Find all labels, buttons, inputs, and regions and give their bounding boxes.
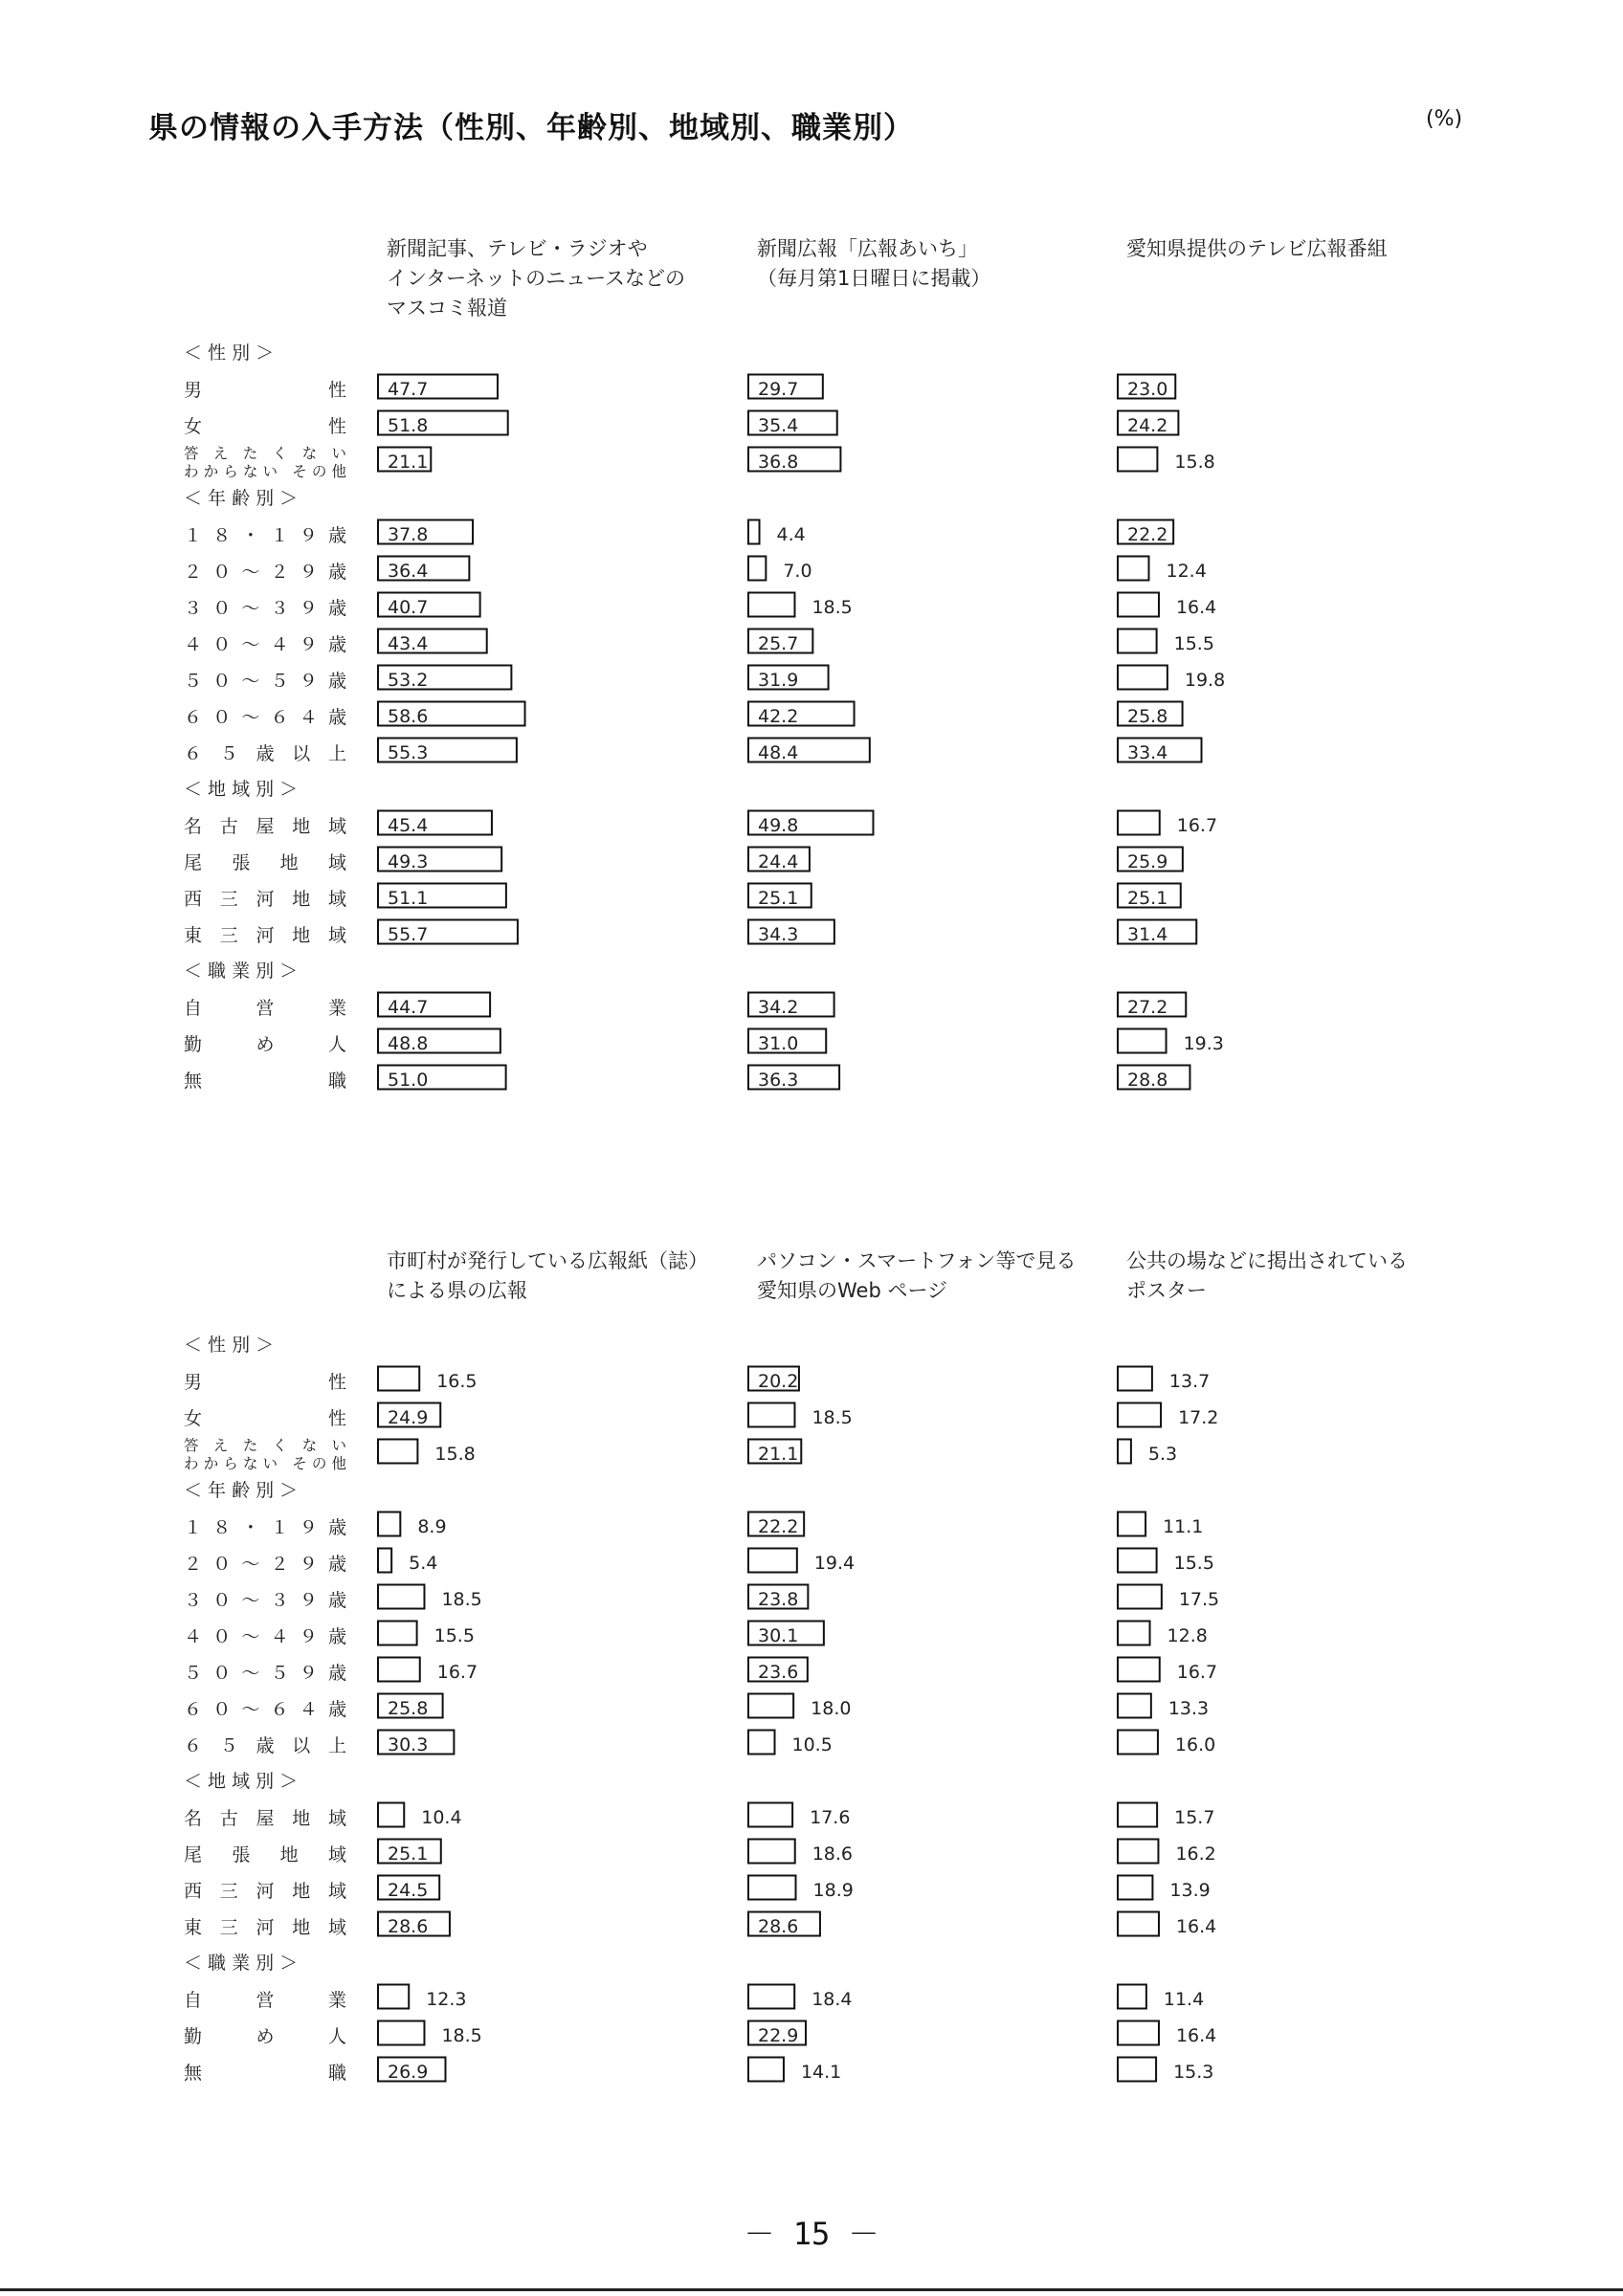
data-label: 30.3 [388, 1734, 429, 1755]
group-label: ＜ 性 別 ＞ [184, 1335, 275, 1356]
category-label: 尾 張 地 域 [184, 1844, 346, 1866]
data-label: 24.4 [758, 851, 799, 872]
category-label: ６ ０ ～ ６ ４ 歳 [184, 707, 346, 728]
bar [748, 1694, 793, 1718]
bar [748, 1840, 795, 1864]
bar [1118, 1731, 1158, 1755]
data-label: 31.0 [758, 1033, 799, 1054]
category-label: 無 職 [184, 1071, 346, 1092]
bar [1118, 1985, 1146, 2009]
data-label: 16.4 [1175, 2025, 1217, 2046]
data-label: 28.6 [388, 1916, 429, 1937]
data-label: 15.8 [1174, 452, 1215, 473]
bar [1118, 811, 1160, 835]
data-label: 15.5 [1173, 633, 1214, 654]
data-label: 18.6 [812, 1843, 854, 1865]
category-label: ５ ０ ～ ５ ９ 歳 [184, 1663, 346, 1684]
bar [748, 1403, 794, 1427]
page-title: 県の情報の入手方法（性別、年齢別、地域別、職業別） [148, 111, 914, 145]
category-label: ５ ０ ～ ５ ９ 歳 [184, 671, 346, 692]
data-label: 18.5 [441, 1589, 482, 1610]
data-label: 18.5 [441, 2025, 482, 2046]
category-label: 自 営 業 [184, 998, 346, 1019]
group-label: ＜ 年 齢 別 ＞ [184, 1480, 299, 1501]
category-label-line: わからない その他 [184, 463, 346, 480]
bar [1118, 1585, 1162, 1609]
data-label: 15.5 [434, 1625, 475, 1646]
data-label: 31.4 [1127, 924, 1168, 945]
category-label: 無 職 [184, 2063, 346, 2084]
data-label: 29.7 [758, 379, 799, 400]
bar [748, 1803, 792, 1827]
bar [748, 2058, 784, 2082]
data-label: 48.8 [388, 1033, 429, 1054]
category-label: 自 営 業 [184, 1990, 346, 2011]
data-label: 16.4 [1175, 597, 1217, 618]
category-label: 女 性 [184, 1408, 346, 1429]
data-label: 47.7 [388, 379, 429, 400]
data-label: 25.1 [1127, 888, 1168, 909]
panel-title-line: インターネットのニュースなどの [387, 267, 686, 290]
data-label: 18.0 [811, 1698, 852, 1719]
bar [1118, 593, 1159, 617]
data-label: 16.7 [1176, 815, 1218, 836]
bar [748, 557, 766, 581]
bar [378, 1803, 404, 1827]
data-label: 23.6 [758, 1662, 799, 1683]
data-label: 19.4 [813, 1553, 856, 1574]
data-label: 5.3 [1147, 1444, 1178, 1465]
data-label: 45.4 [388, 815, 429, 836]
bar [748, 593, 794, 617]
category-label: 男 性 [184, 380, 346, 401]
category-label-line: 答 え た く な い [184, 1437, 346, 1454]
data-label: 53.2 [388, 670, 429, 691]
data-label: 18.5 [812, 597, 853, 618]
group-label: ＜ 地 域 別 ＞ [184, 1771, 299, 1792]
bar [748, 1985, 794, 2009]
data-label: 15.7 [1174, 1807, 1215, 1828]
data-label: 15.3 [1173, 2062, 1214, 2083]
data-label: 17.5 [1178, 1589, 1220, 1610]
panel-title-line: 新聞広報「広報あいち」 [757, 237, 978, 260]
data-label: 22.2 [758, 1516, 799, 1537]
group-label: ＜ 性 別 ＞ [184, 342, 275, 364]
bar [1118, 2021, 1159, 2045]
bar [1118, 1803, 1157, 1827]
bar [748, 520, 760, 544]
data-label: 28.6 [758, 1916, 799, 1937]
panel-title-line: （毎月第1日曜日に掲載） [757, 267, 991, 290]
data-label: 12.4 [1166, 561, 1207, 582]
data-label: 34.3 [758, 924, 799, 945]
data-label: 22.9 [758, 2025, 799, 2046]
data-label: 25.8 [1127, 706, 1168, 727]
data-label: 27.2 [1127, 997, 1168, 1018]
category-label: １ ８ ・ １ ９ 歳 [184, 1517, 346, 1538]
data-label: 36.4 [388, 561, 429, 582]
data-label: 17.6 [810, 1807, 851, 1828]
data-label: 24.2 [1127, 415, 1168, 436]
data-label: 23.8 [758, 1589, 799, 1610]
data-label: 25.1 [758, 888, 799, 909]
data-label: 13.3 [1167, 1698, 1210, 1719]
data-label: 12.8 [1167, 1625, 1208, 1646]
data-label: 25.9 [1127, 851, 1168, 872]
category-label: 勤 め 人 [184, 1034, 346, 1055]
bar [378, 1622, 417, 1645]
data-label: 15.8 [434, 1444, 476, 1465]
bar [1118, 1840, 1158, 1864]
data-label: 28.8 [1127, 1070, 1168, 1091]
bar [1118, 1403, 1161, 1427]
bar [378, 1440, 417, 1464]
bar [1118, 666, 1167, 690]
data-label: 43.4 [388, 633, 429, 654]
data-label: 17.2 [1178, 1407, 1219, 1428]
data-label: 22.2 [1127, 524, 1168, 545]
data-label: 30.1 [758, 1625, 799, 1646]
data-label: 24.5 [388, 1880, 429, 1901]
panel-title-line: 市町村が発行している広報紙（誌） [387, 1249, 708, 1272]
bar [378, 1658, 420, 1682]
bar [748, 1876, 796, 1900]
category-label: ３ ０ ～ ３ ９ 歳 [184, 1590, 346, 1611]
category-label: 西 三 河 地 域 [184, 1881, 346, 1902]
data-label: 19.3 [1183, 1033, 1224, 1054]
data-label: 4.4 [776, 524, 806, 545]
data-label: 23.0 [1127, 379, 1168, 400]
data-label: 11.4 [1163, 1989, 1205, 2010]
panel-title-line: 新聞記事、テレビ・ラジオや [387, 237, 648, 260]
data-label: 18.4 [812, 1989, 853, 2010]
bar [378, 1512, 400, 1536]
bar [1118, 1029, 1167, 1053]
bar [1118, 1658, 1160, 1682]
data-label: 25.7 [758, 633, 799, 654]
bar [1118, 2058, 1156, 2082]
bar [378, 2021, 424, 2045]
data-label: 5.4 [409, 1553, 438, 1574]
bar [1118, 629, 1157, 653]
data-label: 55.3 [388, 742, 429, 763]
category-label: 名 古 屋 地 域 [184, 816, 346, 837]
category-label: 名 古 屋 地 域 [184, 1808, 346, 1829]
data-label: 35.4 [758, 415, 799, 436]
bar [1118, 1549, 1157, 1573]
data-label: 34.2 [758, 997, 799, 1018]
panel-title-line: 公共の場などに掲出されている [1126, 1249, 1408, 1272]
category-label: ３ ０ ～ ３ ９ 歳 [184, 598, 346, 619]
data-label: 20.2 [758, 1371, 799, 1392]
data-label: 8.9 [417, 1516, 447, 1537]
category-label: ４ ０ ～ ４ ９ 歳 [184, 634, 346, 655]
bar [1118, 1622, 1150, 1645]
data-label: 16.4 [1175, 1916, 1217, 1937]
category-label: 勤 め 人 [184, 2026, 346, 2047]
category-label: 東 三 河 地 域 [184, 1917, 346, 1938]
data-label: 13.7 [1168, 1371, 1211, 1392]
data-label: 16.0 [1174, 1734, 1216, 1755]
panel-title-line: による県の広報 [387, 1279, 527, 1302]
category-label: ２ ０ ～ ２ ９ 歳 [184, 1554, 346, 1575]
bar [1118, 1694, 1151, 1718]
bar [1118, 448, 1157, 472]
data-label: 12.3 [426, 1989, 467, 2010]
category-label: ４ ０ ～ ４ ９ 歳 [184, 1626, 346, 1647]
data-label: 25.8 [388, 1698, 429, 1719]
data-label: 18.9 [812, 1880, 854, 1901]
category-label-line: わからない その他 [184, 1455, 346, 1472]
bar [378, 1549, 391, 1573]
data-label: 18.5 [812, 1407, 853, 1428]
category-label: 東 三 河 地 域 [184, 925, 346, 946]
group-label: ＜ 職 業 別 ＞ [184, 960, 299, 982]
data-label: 36.8 [758, 452, 799, 473]
bar [748, 1549, 797, 1573]
data-label: 15.5 [1173, 1553, 1214, 1574]
data-label: 16.7 [1176, 1662, 1218, 1683]
category-label: ６ ５ 歳 以 上 [184, 1735, 346, 1756]
category-label: 西 三 河 地 域 [184, 889, 346, 910]
bar [378, 1985, 409, 2009]
data-label: 11.1 [1163, 1516, 1204, 1537]
data-label: 33.4 [1127, 742, 1168, 763]
bar [748, 1731, 775, 1755]
bar [1118, 1512, 1145, 1536]
panel-title-line: パソコン・スマートフォン等で見る [757, 1249, 1077, 1272]
category-label: ２ ０ ～ ２ ９ 歳 [184, 562, 346, 583]
category-label: 女 性 [184, 416, 346, 437]
bar [1118, 1912, 1159, 1936]
data-label: 16.5 [436, 1371, 478, 1392]
category-label: 尾 張 地 域 [184, 852, 346, 873]
data-label: 36.3 [758, 1070, 799, 1091]
bar [1118, 1367, 1152, 1391]
group-label: ＜ 年 齢 別 ＞ [184, 488, 299, 509]
data-label: 55.7 [388, 924, 429, 945]
category-label: 男 性 [184, 1372, 346, 1393]
category-label: ６ ０ ～ ６ ４ 歳 [184, 1699, 346, 1720]
bar [378, 1367, 419, 1391]
data-label: 58.6 [388, 706, 429, 727]
data-label: 26.9 [388, 2062, 429, 2083]
data-label: 21.1 [758, 1444, 799, 1465]
category-label: ６ ５ 歳 以 上 [184, 743, 346, 764]
data-label: 51.1 [388, 888, 429, 909]
panel-title-line: ポスター [1126, 1279, 1207, 1302]
data-label: 13.9 [1169, 1880, 1211, 1901]
bar [1118, 1876, 1152, 1900]
data-label: 49.3 [388, 851, 429, 872]
data-label: 42.2 [758, 706, 799, 727]
category-label-line: 答 え た く な い [184, 445, 346, 462]
group-label: ＜ 職 業 別 ＞ [184, 1953, 299, 1974]
data-label: 37.8 [388, 524, 429, 545]
data-label: 7.0 [783, 561, 812, 582]
data-label: 31.9 [758, 670, 799, 691]
panel-title-line: 愛知県のWeb ページ [757, 1279, 948, 1302]
data-label: 24.9 [388, 1407, 429, 1428]
data-label: 49.8 [758, 815, 799, 836]
data-label: 51.0 [388, 1070, 429, 1091]
bar [1118, 557, 1148, 581]
panel-title-line: 愛知県提供のテレビ広報番組 [1126, 237, 1388, 260]
data-label: 51.8 [388, 415, 429, 436]
bar [378, 1585, 424, 1609]
category-label: １ ８ ・ １ ９ 歳 [184, 525, 346, 546]
data-label: 48.4 [758, 742, 799, 763]
bottom-rule [0, 2288, 1623, 2291]
data-label: 10.5 [791, 1734, 833, 1755]
page-number: － 15 － [744, 2216, 879, 2252]
data-label: 19.8 [1184, 670, 1226, 691]
data-label: 10.4 [421, 1807, 462, 1828]
data-label: 25.1 [388, 1843, 429, 1865]
data-label: 14.1 [800, 2062, 842, 2083]
data-label: 44.7 [388, 997, 429, 1018]
unit-label: (%) [1426, 107, 1463, 131]
bar [1118, 1440, 1131, 1464]
data-label: 16.2 [1175, 1843, 1216, 1865]
group-label: ＜ 地 域 別 ＞ [184, 779, 299, 800]
data-label: 40.7 [388, 597, 429, 618]
panel-title-line: マスコミ報道 [387, 297, 507, 320]
data-label: 16.7 [436, 1662, 478, 1683]
data-label: 21.1 [388, 452, 429, 473]
